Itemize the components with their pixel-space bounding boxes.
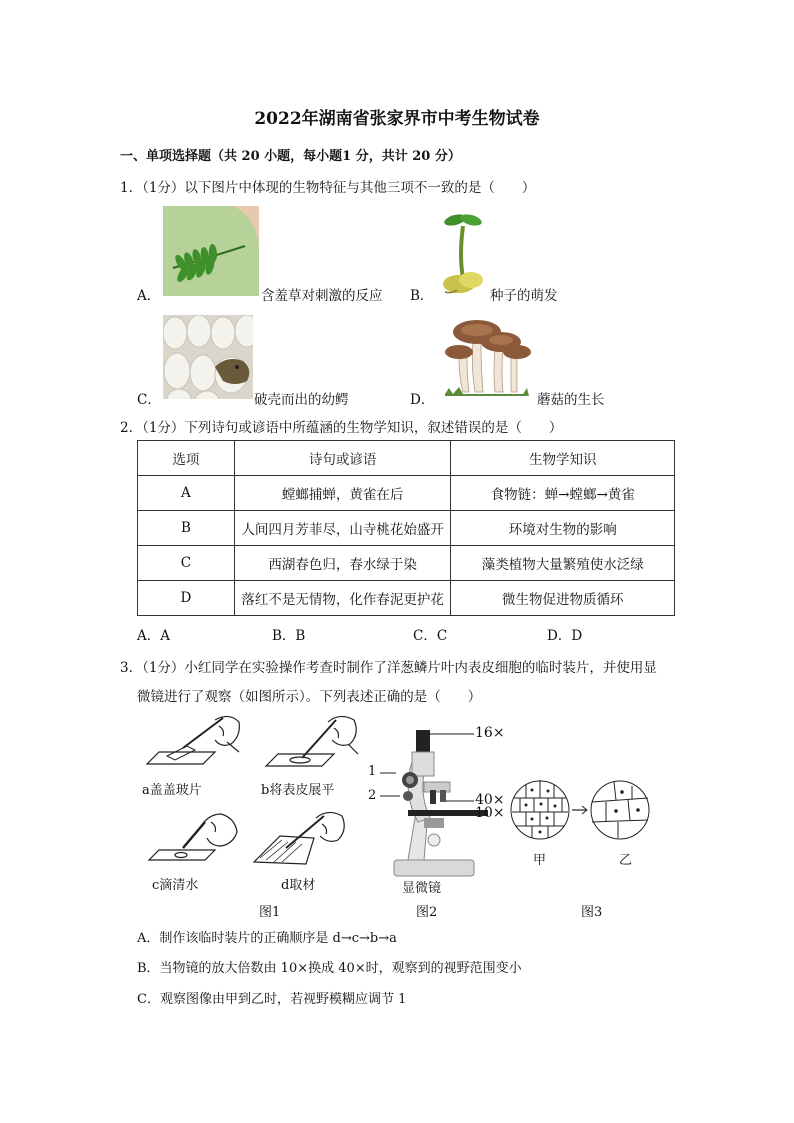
figure-2-title: 图2 (416, 905, 438, 920)
question-1-stem: 1．（1分）以下图片中体现的生物特征与其他三项不一致的是（ ） (120, 180, 536, 196)
table-cell: B (138, 511, 235, 546)
microscope-caption: 显微镜 (402, 881, 442, 896)
fig1-label-c: c滴清水 (152, 878, 199, 893)
q2-answer-d: D．D (547, 628, 583, 644)
knob-2-label: 2 (368, 788, 377, 803)
microscope-leader-lines (370, 728, 480, 828)
question-3-stem-line2: 微镜进行了观察（如图所示）。下列表述正确的是（ ） (137, 689, 482, 705)
step-c-drop-water-icon (143, 808, 243, 874)
table-row (138, 476, 675, 511)
q3-option-c: C．观察图像由甲到乙时，若视野模糊应调节 1 (137, 992, 407, 1007)
objective-10x-label: 10× (475, 805, 505, 821)
table-cell: 环境对生物的影响 (451, 511, 675, 546)
fig1-label-d: d取材 (281, 878, 316, 893)
q1-option-d-text: 蘑菇的生长 (537, 392, 605, 408)
fig1-label-b: b将表皮展平 (261, 783, 335, 798)
table-cell: 落红不是无情物，化作春泥更护花 (234, 581, 451, 616)
table-cell: D (138, 581, 235, 616)
table-header-cell: 生物学知识 (451, 441, 675, 476)
q2-answer-c: C．C (413, 628, 448, 644)
q3-option-b: B．当物镜的放大倍数由 10×换成 40×时，观察到的视野范围变小 (137, 961, 522, 976)
q1-option-b-text: 种子的萌发 (490, 288, 558, 304)
q1-option-b-letter: B． (410, 288, 434, 304)
mushroom-icon (437, 308, 533, 400)
table-row (138, 581, 675, 616)
cell-view-diagrams (510, 778, 654, 842)
page-title: 2022年湖南省张家界市中考生物试卷 (254, 109, 540, 129)
q1-option-d-letter: D． (410, 392, 435, 408)
fig3-label-yi: 乙 (619, 853, 633, 868)
section-heading: 一、单项选择题（共 20 小题，每小题1 分，共计 20 分） (120, 149, 461, 164)
fig1-label-a: a盖盖玻片 (142, 783, 202, 798)
q1-option-a-text: 含羞草对刺激的反应 (261, 288, 383, 304)
table-cell: 人间四月芳菲尽，山寺桃花始盛开 (234, 511, 451, 546)
question-3-stem-line1: 3．（1分）小红同学在实验操作考查时制作了洋葱鳞片叶内表皮细胞的临时装片，并使用显 (120, 660, 657, 676)
fig3-label-jia: 甲 (533, 853, 547, 868)
step-a-coverslip-icon (143, 712, 243, 778)
table-cell: A (138, 476, 235, 511)
eyepiece-magnification-label: 16× (475, 725, 505, 741)
table-row (138, 511, 675, 546)
q2-answer-b: B．B (272, 628, 306, 644)
table-header-cell: 诗句或谚语 (234, 441, 451, 476)
figure-1-title: 图1 (259, 905, 281, 920)
objective-40x-label: 40× (475, 792, 505, 808)
knob-1-label: 1 (368, 764, 377, 779)
table-cell: 西湖春色归，春水绿于染 (234, 546, 451, 581)
sprouting-seed-icon (437, 206, 489, 296)
q1-option-a-letter: A． (137, 288, 161, 304)
step-b-spread-epidermis-icon (262, 712, 362, 778)
knowledge-table (137, 440, 675, 616)
mimosa-leaf-icon (163, 206, 259, 296)
table-cell: 食物链：蝉→螳螂→黄雀 (451, 476, 675, 511)
q1-option-c-text: 破壳而出的幼鳄 (254, 392, 349, 408)
q2-answer-a: A．A (137, 628, 170, 644)
q1-option-c-letter: C． (137, 392, 161, 408)
step-d-take-material-icon (250, 808, 350, 874)
table-header-row (138, 441, 675, 476)
q3-option-a: A．制作该临时装片的正确顺序是 d→c→b→a (137, 931, 397, 946)
table-cell: 藻类植物大量繁殖使水泛绿 (451, 546, 675, 581)
table-cell: 微生物促进物质循环 (451, 581, 675, 616)
question-2-stem: 2．（1分）下列诗句或谚语中所蕴涵的生物学知识，叙述错误的是（ ） (120, 420, 563, 436)
table-row (138, 546, 675, 581)
table-header-cell: 选项 (138, 441, 235, 476)
hatching-crocodile-icon (163, 315, 253, 399)
figure-3-title: 图3 (581, 905, 603, 920)
table-cell: C (138, 546, 235, 581)
table-cell: 螳螂捕蝉，黄雀在后 (234, 476, 451, 511)
